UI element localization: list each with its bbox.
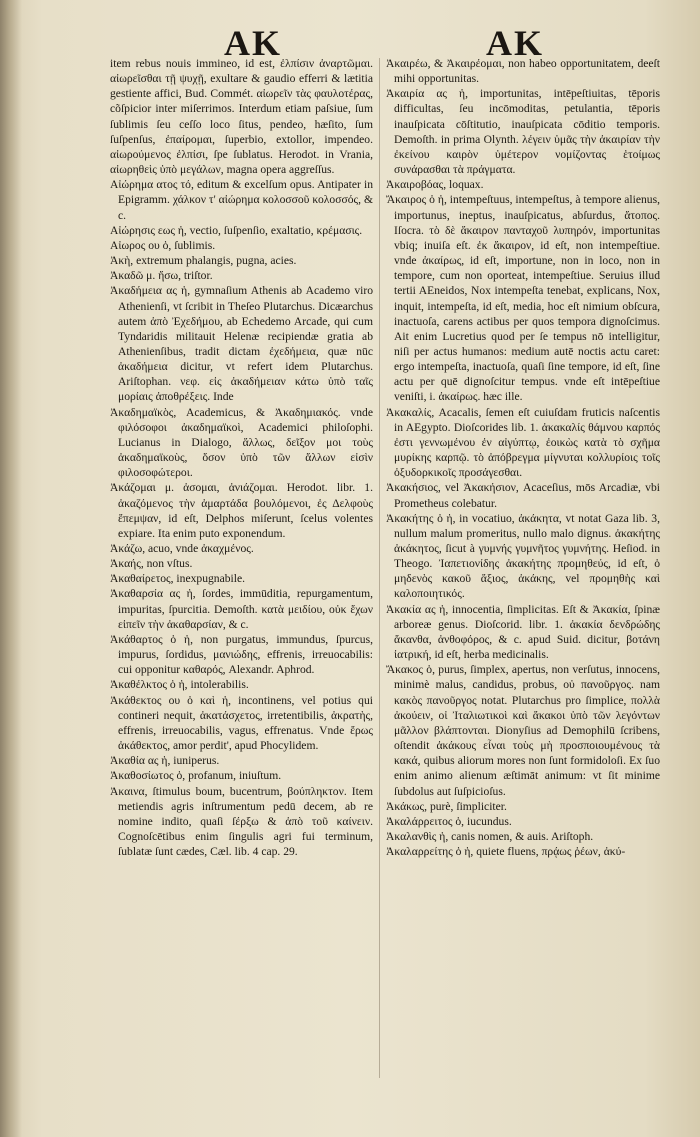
dictionary-entry: Ἀκάθαρτος ὁ ἡ, non purgatus, immundus, ſpurcus, impurus, ſordidus, μανιώδης, effrenis, irreuocabilis: cui opponitur καθαρός, Alexandr. Aphrod. [110, 632, 373, 677]
left-column [110, 56, 373, 859]
column-divider [379, 58, 380, 1078]
dictionary-entry: Ἀκακήσιος, vel Ἀκακήσιον, Acaceſius, mōs Arcadiæ, vbi Prometheus colebatur. [386, 481, 660, 510]
dictionary-entry: Ἀκαθοσίωτος ὁ, profanum, iniuſtum. [110, 769, 282, 783]
dictionary-entry: Ἀκαθαρσία ας ἡ, ſordes, immūditia, repurgamentum, impuritas, ſpurcitia. Demoſth. κατὰ μειδίου, οὐκ ἔχων εἰπεῖν τὴν ἀκαθαρσίαν, & c. [110, 587, 373, 631]
dictionary-entry: Ἀκαινα, ſtimulus boum, bucentrum, βούπληκτον. Item metiendis agris inſtrumentum pedū decem, ab re nomine indito, quaſi ſέρξω & ἀπὸ τοῦ καίνειν. Cognoſcētibus enim ſingulis agri fui terminum, ſublatæ ſunt cædes, Cæl. lib. 4 cap. 29. [110, 784, 373, 859]
dictionary-entry: Ἀκαλανθὶς ἡ, canis nomen, & auis. Ariſtoph. [386, 829, 594, 843]
dictionary-entry: item rebus nouis immineo, id est, ἐλπίσιν ἀναρτῶμαι. αἰωρεῖσθαι τῇ ψυχῇ, exultare & gaudio efferri & lætitia gestiente affici, Bud. Commét. αἰωρεῖν τὰς φαυλοτέρας, cõſpicior inter miſerrimos. Interdum etiam paſsiue, ſum ſublimis ſeu ceſſo loco ſitus, pendeo, hæſito, ſum ſuſpenſus, ἐπαίρομαι, ſuperbio, extollor, impendeo. αἰωρούμενος ἐλπίσι, ſpe ſublatus. Herodot. in Vrania, αἰωρηθεὶς ὑπὸ μεγάλων, magna opera aggreſſus. [110, 57, 373, 177]
book-gutter-shadow [0, 0, 22, 1137]
right-column [386, 56, 660, 859]
dictionary-entry: Αἰώρημα ατος τό, editum & excelſum opus. Antipater in Epigramm. χάλκον τ' αἰώρημα κολοσσοῦ κολοσσός, & c. [110, 178, 373, 222]
dictionary-entry: Ἀκαιρία ας ἡ, importunitas, intēpeſtiuitas, tēporis difficultas, ſeu incōmoditas, petulantia, tēporis inauſpicata cōſtitutio, inauſpicata cōditio temporis. Demoſth. in prima Olynth. λέγειν ὑμᾶς τὴν ἀκαιρίαν τὴν ἐκείνου καιρὸν ὑμέτερον νομίζοντας ἑτοίμως συνάρασθαι τὰ πράγματα. [386, 87, 660, 177]
dictionary-entry: Ἀκάκως, purè, ſimpliciter. [386, 799, 507, 813]
dictionary-entry: Ἀκαής, non vſtus. [110, 557, 193, 571]
dictionary-entry: Ἀκακήτης ὁ ἡ, in vocatiuo, ἀκάκητα, vt notat Gaza lib. 3, nullum malum promeritus, nullo malo dignus. ἀκακήτης ἀκάκητος, ſicut à γυμνής γυμνῆτος γυμνήτης. Heſiod. in Theogo. Ἰαπετιονίδης ἀκακήτης προμηθεύς, id eſt, ὁ μηδενὸς κακοῦ ἄξιος, ἀκάκης, vel προμηθὴς καὶ καλοποιητικός. [386, 511, 660, 601]
dictionary-entry: Ἀκάζω, acuo, vnde ἀκαχμένος. [110, 542, 254, 555]
dictionary-entry: Ἀκαθία ας ἡ, iuniperus. [110, 754, 220, 768]
dictionary-entry: Ἀκακία ας ἡ, innocentia, ſimplicitas. Eſt & Ἀκακία, ſpinæ arboreæ genus. Dioſcorid. libr. 1. ἀκακία δενδρώδης ἄκανθα, ἀνθοφόρος, & c. apud Suid. dicitur, βοτάνη ἰατρική, id eſt, herba medicinalis. [386, 602, 660, 662]
dictionary-entry: Ἀκαθέλκτος ὁ ἡ, intolerabilis. [110, 678, 249, 692]
dictionary-entry: Ἀκὴ, extremum phalangis, pugna, acies. [110, 254, 297, 268]
dictionary-entry: Ἀκαδημαϊκὸς, Academicus, & Ἀκαδημιακός. vnde φιλόσοφοι ἀκαδημαϊκοὶ, Academici philoſophi. Lucianus in Dialogo, ἄλλως, δεῖξον μοι τοὺς ἀκαδημαϊκοὺς, ὅσον ὑπὸ τῶν ἄλλων εἰσὶν φιλοσοφώτεροι. [110, 405, 373, 480]
dictionary-entry: Ἀκαδῶ μ. ἤσω, triſtor. [110, 269, 213, 283]
dictionary-entry: Ἄκακος ὁ, purus, ſimplex, apertus, non verſutus, innocens, minimè malus, candidus, probus, οὐ πανοῦργος. nam κακὸς πανοῦργος notat. Plutarchus pro ſimplice, πολλὰ ἀκούειν, οἱ Ἰταλιωτικοὶ καὶ ἄκακοι ὑπὸ τῶν λεγόντων μᾶλλον βλάπτονται. Dionyſius ad Demophilū ſcribens, oſtendit ἀκάκους εἶναι τοὺς μὴ προσποιουμένους τὰ κακά, quibus aliorum mores non ſunt formidoloſi. Ex ſuo enim animo alienum æſtimāt animum: vt ſit minime ſubdolus aut ſuſpicioſus. [386, 663, 660, 798]
running-head-left: AK [224, 23, 282, 63]
dictionary-entry: Ἀκαλάρρειτος ὁ, iucundus. [386, 814, 512, 828]
dictionary-entry: Ἀκαδήμεια ας ἡ, gymnaſium Athenis ab Academo viro Athenienſi, vt ſcribit in Theſeo Plutarchus. Dicæarchus autem ἀπὸ Ἐχεδήμου, ab Echedemo Arcade, qui cum Tyndaridis militauit Helenæ recipiendæ gratia ab Athenienſibus, tradit dictam ἐχεδήμεια, quæ nūc ἀκαδήμεια dicitur, vt refert idem Plutarchus. Ariſtophan. νεφ. εἰς ἀκαδήμειαν κάτω ὑπὸ ταῖς μορίαις ἀποθρέξεις. Inde [110, 284, 373, 404]
dictionary-entry: Ἀκάθεκτος ου ὁ καὶ ἡ, incontinens, vel potius qui contineri nequit, ἀκατάσχετος, irretentibilis, ἀκρατὴς, effrenis, irreuocabilis, vagus, effrenatus. Vnde ἔρως ἀκάθεκτος, amor perdit', apud Phocylidem. [110, 693, 373, 753]
dictionary-entry: Ἀκαλαρρείτης ὁ ἡ, quiete fluens, πρᾴως ῥέων, ἀκύ- [386, 845, 626, 859]
dictionary-entry: Αἰωρος ου ὁ, ſublimis. [110, 238, 216, 252]
running-head-right: AK [486, 23, 544, 63]
dictionary-entry: Ἄκαιρος ὁ ἡ, intempeſtuus, intempeſtus, à tempore alienus, importunus, ineptus, inauſpicatus, abſurdus, ἄτοπος. Iſocra. τὸ δὲ ἄκαιρον πανταχοῦ λυπηρόν, importunitas vbiq; inuiſa eſt. ἐκ ἄκαιρον, id eſt, non intempeſtiue. vnde ἀκαίρως, id eſt, importune, non in loco, non in tempore, cum non oporteat, intempeſtiue. Seruius illud tertii AEneidos, Nox intempeſta tenebat, explicans, Nox, inquit, intempeſta, id eſt, media, hoc eſt nimium obſcura, inactuoſa, carens actibus per quos tempora dignoſcimus. Ait enim Lucretius quod per ſe tempus nō intelligitur, niſi per actus humanos: medium autē noctis actu caret: ergo intempeſta, inactuoſa, quaſi ſine tempore, id eſt, ſine actu per quē dignoſcitur tempus. vnde eſt intēpeſtiue veniſti, i. ἀκαίρως. hæc ille. [386, 193, 660, 404]
dictionary-entry: Ἀκακαλίς, Acacalis, ſemen eſt cuiuſdam fruticis naſcentis in AEgypto. Dioſcorides lib. 1. ἀκακαλίς θάμνου καρπός ἐστι γεννωμένου ἐν αἰγύπτῳ, ἐοικὼς κατὰ τὸ σχῆμα μυρίκης καρπῷ. τὸ ἀπόβρεγμα μίγνυται κολλυρίοις τοῖς ὀξυδορκικοῖς προσάγεσθαι. [386, 405, 660, 480]
dictionary-entry: Αἰώρησις εως ἡ, vectio, ſuſpenſio, exaltatio, κρέμασις. [110, 223, 363, 237]
dictionary-entry: Ἀκαιρέω, & Ἀκαιρέομαι, non habeo opportunitatem, deeſt mihi opportunitas. [386, 57, 660, 86]
dictionary-entry: Ἀκαθαίρετος, inexpugnabile. [110, 572, 246, 586]
dictionary-entry: Ἀκάζομαι μ. ἀσομαι, ἀνιάζομαι. Herodot. libr. 1. ἀκαζόμενος τὴν ἁμαρτάδα βουλόμενοι, ἐς Δελφοὺς ἔπεμψαν, id eſt, Delphos miſerunt, ſcelus volentes expiare. Ita enim puto exponendum. [110, 481, 373, 540]
dictionary-entry: Ἀκαιροβόας, loquax. [386, 178, 484, 192]
